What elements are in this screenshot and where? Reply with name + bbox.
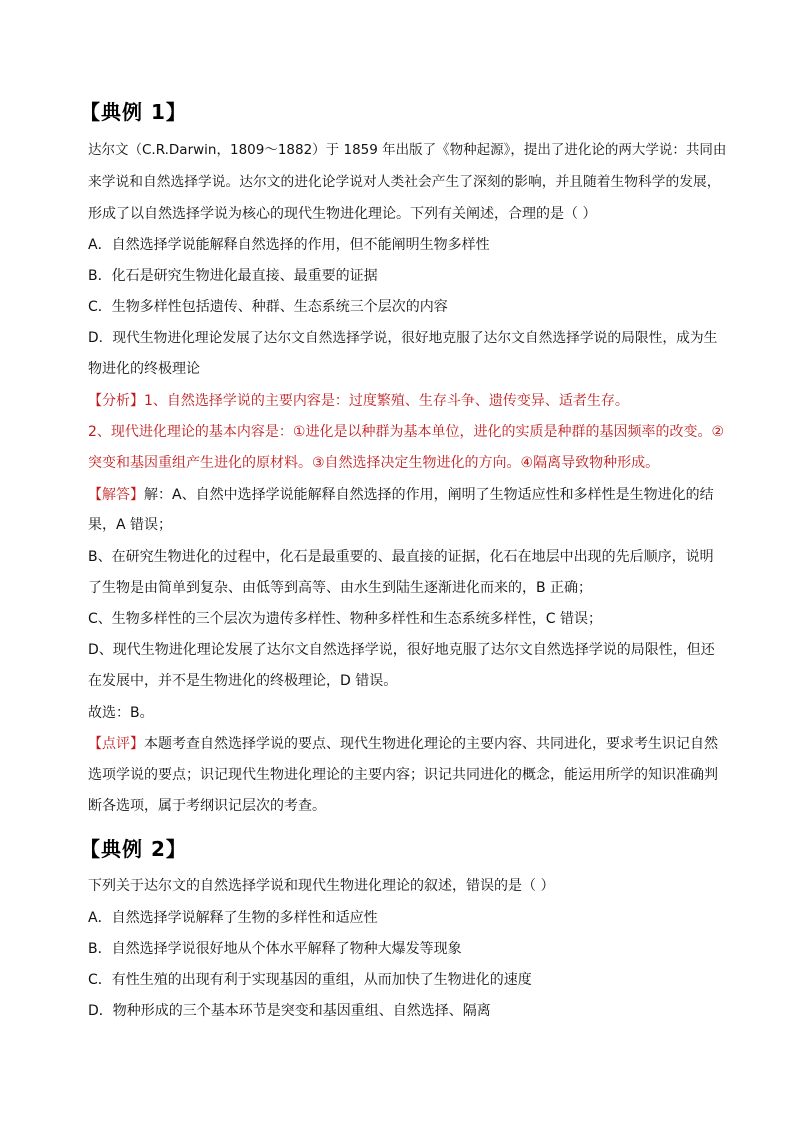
- comment-tag: 【点评】: [88, 736, 144, 752]
- analysis-text: 1、自然选择学说的主要内容是：过度繁殖、生存斗争、遗传变异、适者生存。: [144, 393, 629, 409]
- analysis-tag: 【分析】: [88, 393, 144, 409]
- example-1-option-b: B．化石是研究生物进化最直接、最重要的证据: [88, 268, 378, 284]
- answer-line: 果，A 错误；: [88, 517, 173, 533]
- example-2-option-b: B．自然选择学说很好地从个体水平解释了物种大爆发等现象: [88, 941, 462, 957]
- example-1-option-d: D．现代生物进化理论发展了达尔文自然选择学说，很好地克服了达尔文自然选择学说的局限性，成为生: [88, 330, 718, 346]
- analysis-line: [88, 391, 629, 411]
- example-2-option-a: A．自然选择学说解释了生物的多样性和适应性: [88, 910, 378, 926]
- answer-line: 在发展中，并不是生物进化的终极理论，D 错误。: [88, 673, 398, 689]
- answer-text: 解：A、自然中选择学说能解释自然选择的作用，阐明了生物适应性和多样性是生物进化的结: [144, 487, 714, 503]
- answer-tag: 【解答】: [88, 487, 144, 503]
- example-1-stem-line: 形成了以自然选择学说为核心的现代生物进化理论。下列有关阐述，合理的是（ ）: [88, 206, 597, 222]
- answer-line: D、现代生物进化理论发展了达尔文自然选择学说，很好地克服了达尔文自然选择学说的局限性，但还: [88, 642, 715, 658]
- analysis-line: 2、现代进化理论的基本内容是：①进化是以种群为基本单位，进化的实质是种群的基因频率的改变。②: [88, 424, 725, 440]
- example-2-stem: 下列关于达尔文的自然选择学说和现代生物进化理论的叙述，错误的是（ ）: [88, 878, 555, 894]
- example-2-option-d: D．物种形成的三个基本环节是突变和基因重组、自然选择、隔离: [88, 1003, 491, 1019]
- comment-text: 本题考查自然选择学说的要点、现代生物进化理论的主要内容、共同进化，要求考生识记自然: [144, 736, 718, 752]
- example-1-option-a: A．自然选择学说能解释自然选择的作用，但不能阐明生物多样性: [88, 237, 490, 253]
- answer-choice: 故选：B。: [88, 705, 154, 721]
- answer-line: C、生物多样性的三个层次为遗传多样性、物种多样性和生态系统多样性，C 错误；: [88, 611, 602, 627]
- example-1-stem-line: 来学说和自然选择学说。达尔文的进化论学说对人类社会产生了深刻的影响，并且随着生物科学的发展，: [88, 174, 721, 190]
- comment-line: 选项学说的要点；识记现代生物进化理论的主要内容；识记共同进化的概念，能运用所学的知识准确判: [88, 767, 718, 783]
- example-1-heading: 【典例 1】: [80, 100, 187, 124]
- comment-line: 断各选项，属于考纲识记层次的考查。: [88, 798, 326, 814]
- example-1-stem-line: 达尔文（C.R.Darwin，1809～1882）于 1859 年出版了《物种起源》，提出了进化论的两大学说：共同由: [88, 142, 727, 158]
- example-2-option-c: C．有性生殖的出现有利于实现基因的重组，从而加快了生物进化的速度: [88, 972, 532, 988]
- example-2-heading: 【典例 2】: [80, 837, 187, 861]
- answer-line: B、在研究生物进化的过程中，化石是最重要的、最直接的证据，化石在地层中出现的先后顺序，说明: [88, 549, 714, 565]
- analysis-line: 突变和基因重组产生进化的原材料。③自然选择决定生物进化的方向。④隔离导致物种形成。: [88, 455, 660, 471]
- answer-line: 了生物是由简单到复杂、由低等到高等、由水生到陆生逐渐进化而来的，B 正确；: [88, 580, 593, 596]
- example-1-option-c: C．生物多样性包括遗传、种群、生态系统三个层次的内容: [88, 299, 448, 315]
- comment-line: [88, 734, 718, 754]
- example-1-option-d-continued: 物进化的终极理论: [88, 361, 200, 377]
- answer-line: [88, 485, 714, 505]
